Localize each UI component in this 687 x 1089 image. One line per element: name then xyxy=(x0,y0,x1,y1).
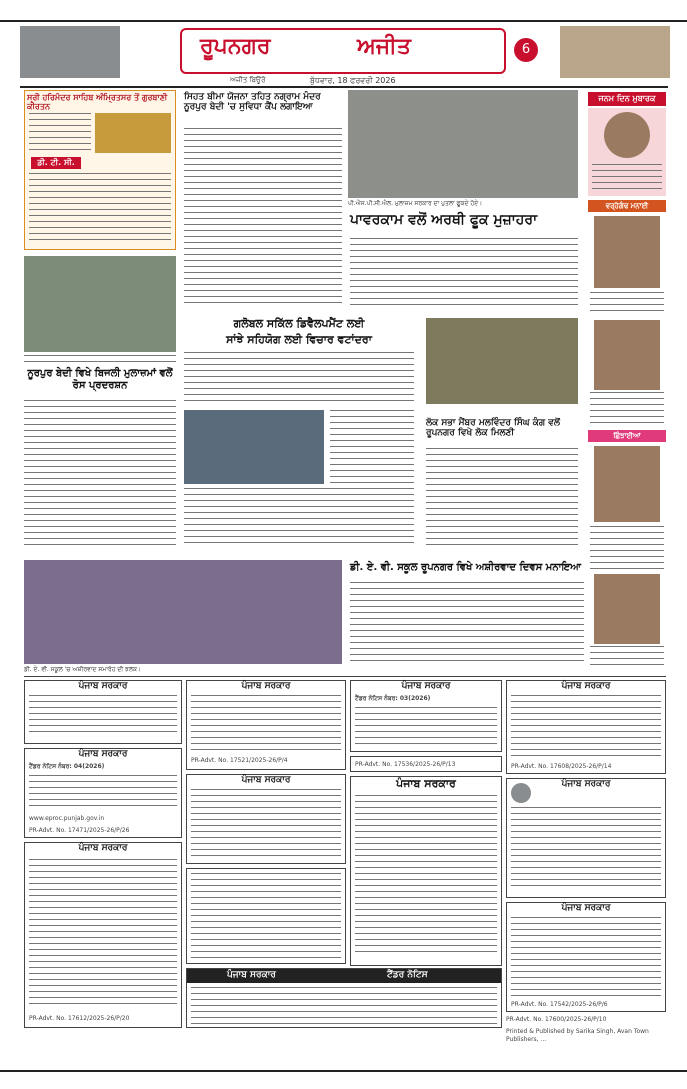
left-promo-badge: ਡੀ. ਟੀ. ਸੀ. xyxy=(31,157,81,169)
ad-12-text xyxy=(511,917,661,999)
lok-sabha-text xyxy=(426,448,578,546)
ad-9-heading: ਪੰਜਾਬ ਸਰਕਾਰ xyxy=(561,779,611,789)
global-skill-text-3 xyxy=(184,488,414,546)
top-center-text xyxy=(184,128,342,308)
ad-box-2 xyxy=(186,680,346,770)
bride-photo xyxy=(594,446,660,522)
ad-12-heading: ਪੰਜਾਬ ਸਰਕਾਰ xyxy=(561,903,611,913)
ad-4-text xyxy=(511,695,661,759)
memorial-banner: ਵਰ੍ਹੇਗੰਢ ਮਨਾਈ xyxy=(588,200,666,212)
bottom-rule xyxy=(0,1070,687,1072)
dav-school-photo xyxy=(24,560,342,664)
ad-box-11 xyxy=(186,868,346,964)
protest-photo xyxy=(348,90,578,198)
ad-box-10 xyxy=(24,842,182,1028)
left-photo-caption xyxy=(24,355,176,367)
ad-5-heading: ਪੰਜਾਬ ਸਰਕਾਰ xyxy=(78,749,128,759)
global-skill-headline-2: ਸਾਂਝੇ ਸਹਿਯੋਗ ਲਈ ਵਿਚਾਰ ਵਟਾਂਦਰਾ xyxy=(226,333,372,346)
left-promo-box xyxy=(24,90,176,250)
masthead-left-image xyxy=(20,26,120,78)
mahila-banner: ਛਿੰਝਾਈਆਂ xyxy=(588,430,666,442)
ad-6-heading: ਪੰਜਾਬ ਸਰਕਾਰ xyxy=(241,775,291,785)
dav-school-text xyxy=(350,582,584,666)
ad-box-3 xyxy=(350,680,502,752)
left-promo-text xyxy=(29,113,91,153)
couple-photo xyxy=(594,320,660,390)
masthead-title-right: ਅਜੀਤ xyxy=(357,34,411,59)
global-skill-text-2 xyxy=(330,410,414,484)
ad-2-heading: ਪੰਜਾਬ ਸਰਕਾਰ xyxy=(241,681,291,691)
left-group-photo xyxy=(24,256,176,352)
header-rule xyxy=(20,86,668,88)
powercom-text xyxy=(350,238,578,308)
global-skill-photo xyxy=(184,410,324,484)
page-number: 6 xyxy=(514,38,538,62)
ad-8-heading: ਪੰਜਾਬ ਸਰਕਾਰ xyxy=(396,777,456,790)
tender-notice-table xyxy=(191,987,497,1025)
lok-sabha-photo xyxy=(426,318,578,404)
ad-3-tender-number: ਟੈਂਡਰ ਨੋਟਿਸ ਨੰਬਰ: 03(2026) xyxy=(355,695,431,702)
masthead xyxy=(180,28,531,74)
portrait-photo xyxy=(594,574,660,644)
ad-2-pr-number: PR-Advt. No. 17521/2025-26/P/4 xyxy=(191,757,288,764)
tender-notice-heading-right: ਟੈਂਡਰ ਨੋਟਿਸ xyxy=(387,970,428,980)
masthead-right-image xyxy=(560,26,670,78)
ad-2-text xyxy=(191,695,341,751)
ad-box-8 xyxy=(350,776,502,966)
birthday-text xyxy=(592,164,662,192)
ad-12-pr-number: PR-Advt. No. 17542/2025-26/P/6 xyxy=(511,1001,608,1008)
left-promo-text-2 xyxy=(29,173,171,245)
ad-box-6 xyxy=(186,774,346,864)
ad-5-tender-number: ਟੈਂਡਰ ਨੋਟਿਸ ਨੰਬਰ: 04(2026) xyxy=(29,763,105,770)
ad-1-text xyxy=(29,695,177,735)
ad-8-text xyxy=(355,795,497,955)
publisher-imprint: Printed & Published by Sarika Singh, Avan Town Publishers, ... xyxy=(506,1028,649,1043)
ad-box-9 xyxy=(506,778,666,898)
top-rule xyxy=(0,20,687,22)
global-skill-headline: ਗਲੋਬਲ ਸਕਿੱਲ ਡਿਵੈਲਪਮੈਂਟ ਲਈ xyxy=(233,317,365,330)
ad-9-text xyxy=(511,807,661,887)
ad-box-12 xyxy=(506,902,666,1012)
ad-box-5 xyxy=(24,748,182,838)
top-center-headline: ਸਿਹਤ ਬੀਮਾ ਯੋਜਨਾ ਤਹਿਤ ਨਗ੍ਰਾਮ ਮੰਦਰ ਨੂਰਪੁਰ ਬੇਦੀ 'ਚ ਸੁਵਿਧਾ ਕੈਂਪ ਲਗਾਇਆ xyxy=(184,92,321,113)
powercom-headline: ਪਾਵਰਕਾਮ ਵਲੋਂ ਅਰਥੀ ਫੂਕ ਮੁਜ਼ਾਹਰਾ xyxy=(350,212,538,228)
ad-5-text xyxy=(29,775,177,811)
ad-10-pr-number: PR-Advt. No. 17612/2025-26/P/20 xyxy=(29,1015,130,1022)
imprint-pr: PR-Advt. No. 17600/2025-26/P/10 xyxy=(506,1016,607,1023)
ad-11-text xyxy=(191,873,341,959)
dav-caption: ਡੀ. ਏ. ਵੀ. ਸਕੂਲ 'ਚ ਅਸ਼ੀਰਵਾਦ ਸਮਾਰੋਹ ਦੀ ਝਲਕ। xyxy=(24,666,142,673)
ad-box-4 xyxy=(506,680,666,774)
memorial-text xyxy=(590,292,664,316)
ad-4-pr-number: PR-Advt. No. 17608/2025-26/P/14 xyxy=(511,763,612,770)
ad-3-heading: ਪੰਜਾਬ ਸਰਕਾਰ xyxy=(401,681,451,691)
ad-10-heading: ਪੰਜਾਬ ਸਰਕਾਰ xyxy=(78,843,128,853)
nurpur-power-text xyxy=(24,400,176,548)
left-promo-headline: ਸ੍ਰੀ ਹਰਿਮੰਦਰ ਸਾਹਿਬ ਅੰਮ੍ਰਿਤਸਰ ਤੋਂ ਗੁਰਬਾਣੀ ਕੀਰਤਨ xyxy=(27,93,168,112)
ad-5-pr-number: PR-Advt. No. 17471/2025-26/P/26 xyxy=(29,827,130,834)
ad-6-text xyxy=(191,789,341,859)
ad-10-text xyxy=(29,859,177,1009)
birthday-banner: ਜਨਮ ਦਿਨ ਮੁਬਾਰਕ xyxy=(588,92,666,106)
ad-9-logo xyxy=(511,783,531,803)
ad-7-pr-number: PR-Advt. No. 17536/2025-26/P/13 xyxy=(355,761,456,768)
ad-box-7 xyxy=(350,756,502,772)
nurpur-power-headline: ਨੂਰਪੁਰ ਬੇਦੀ ਵਿਖੇ ਬਿਜਲੀ ਮੁਲਾਜ਼ਮਾਂ ਵਲੋਂ ਰੋਸ ਪ੍ਰਦਰਸ਼ਨ xyxy=(27,368,173,391)
dav-school-headline: ਡੀ. ਏ. ਵੀ. ਸਕੂਲ ਰੂਪਨਗਰ ਵਿਖੇ ਅਸ਼ੀਰਵਾਦ ਦਿਵਸ ਮਨਾਇਆ xyxy=(350,562,582,573)
masthead-title-left: ਰੂਪਨਗਰ xyxy=(200,34,271,59)
ad-3-text xyxy=(355,707,497,747)
bride-text xyxy=(590,526,664,570)
ads-top-rule xyxy=(24,676,666,677)
ad-1-heading: ਪੰਜਾਬ ਸਰਕਾਰ xyxy=(78,681,128,691)
couple-text xyxy=(590,392,664,428)
tender-notice-box xyxy=(186,968,502,1028)
protest-caption: ਪੀ.ਐਸ.ਪੀ.ਸੀ.ਐਲ. ਮੁਲਾਜ਼ਮ ਸਰਕਾਰ ਦਾ ਪੁਤਲਾ ਫੂਕਦੇ ਹੋਏ। xyxy=(348,200,483,207)
tender-notice-heading-left: ਪੰਜਾਬ ਸਰਕਾਰ xyxy=(227,970,276,980)
portrait-text xyxy=(590,646,664,668)
baby-photo xyxy=(604,112,650,158)
ad-5-website: www.eproc.punjab.gov.in xyxy=(29,815,105,822)
global-skill-text xyxy=(184,352,414,406)
lok-sabha-headline: ਲੋਕ ਸਭਾ ਮੈਂਬਰ ਮਲਵਿੰਦਰ ਸਿੰਘ ਕੰਗ ਵਲੋਂ ਰੂਪਨਗਰ ਵਿਖੇ ਲੋਕ ਮਿਲਣੀ xyxy=(426,418,561,439)
masthead-subtitle: ਅਜੀਤ ਬਿਊਰੋ xyxy=(230,76,266,84)
ad-box-1 xyxy=(24,680,182,744)
ad-4-heading: ਪੰਜਾਬ ਸਰਕਾਰ xyxy=(561,681,611,691)
golden-temple-image xyxy=(95,113,171,153)
memorial-photo xyxy=(594,216,660,288)
masthead-date: ਬੁੱਧਵਾਰ, 18 ਫਰਵਰੀ 2026 xyxy=(310,76,396,85)
